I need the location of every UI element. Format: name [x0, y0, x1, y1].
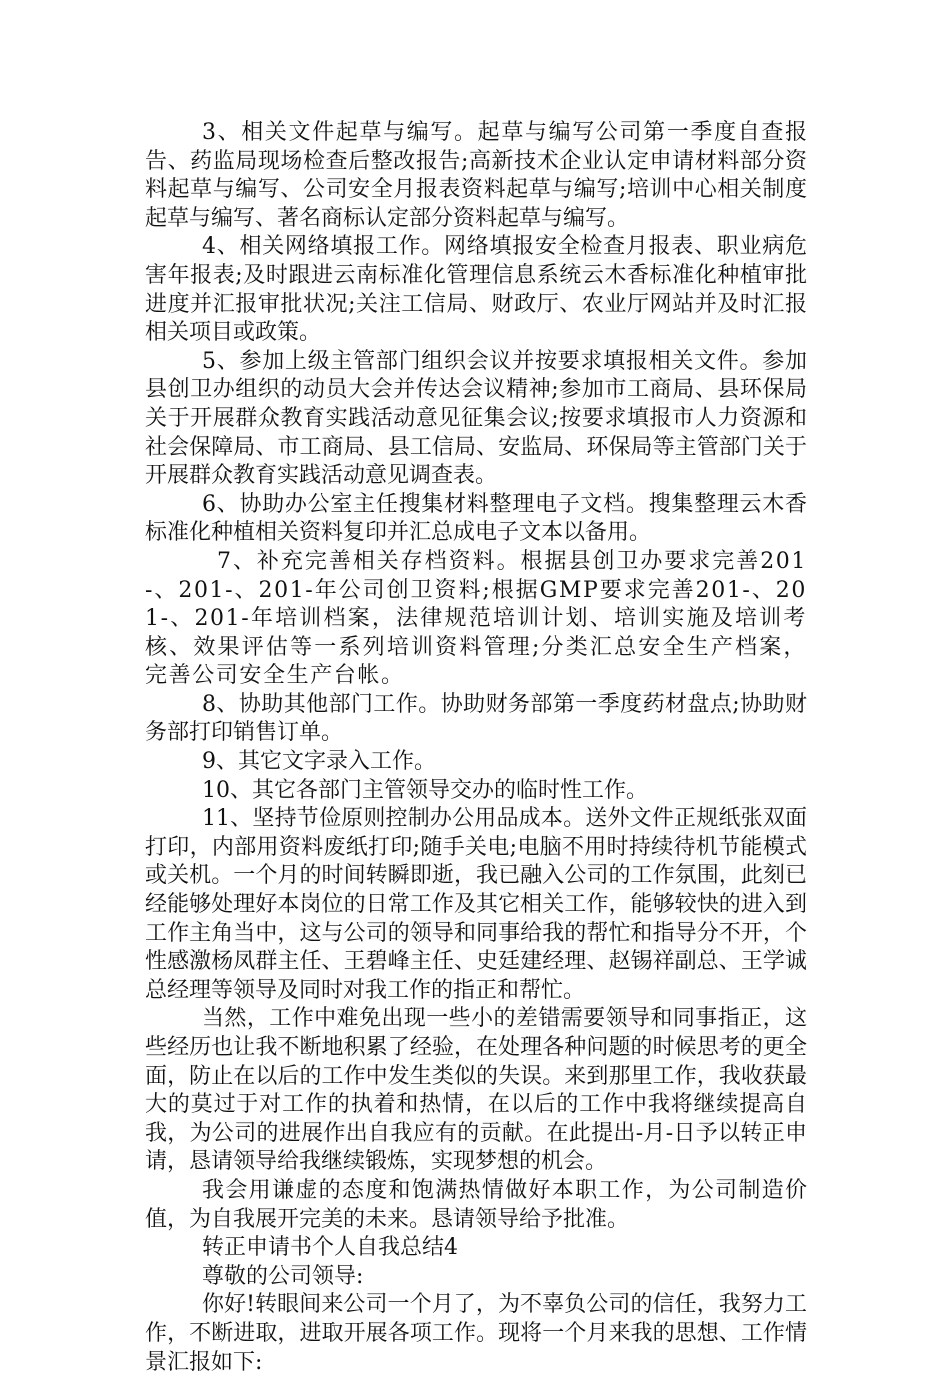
paragraph-item-10: 10、其它各部门主管领导交办的临时性工作。 — [202, 777, 648, 803]
paragraph-item-5: 5、参加上级主管部门组织会议并按要求填报相关文件。参加县创卫办组织的动员大会并传达会议精神;参加市工商局、县环保局关于开展群众教育实践活动意见征集会议;按要求填报市人力资源和社会保障局、市工商局、县工信局、安监局、环保局等主管部门关于开展群众教育实践活动意见调查表。 — [145, 348, 807, 489]
paragraph-item-7: 7、补充完善相关存档资料。根据县创卫办要求完善201-、201-、201-年公司创卫资料;根据GMP要求完善201-、201-、201-年培训档案，法律规范培训计划、培训实施及培训考核、效果评估等一系列培训资料管理;分类汇总安全生产档案，完善公司安全生产台帐。 — [145, 548, 807, 689]
document-page — [145, 119, 807, 1377]
paragraph-opening: 你好!转眼间来公司一个月了，为不辜负公司的信任，我努力工作，不断进取，进取开展各项工作。现将一个月来我的思想、工作情景汇报如下: — [145, 1292, 807, 1375]
salutation: 尊敬的公司领导: — [202, 1263, 364, 1289]
paragraph-item-11: 11、坚持节俭原则控制办公用品成本。送外文件正规纸张双面打印，内部用资料废纸打印;随手关电;电脑不用时持续待机节能模式或关机。一个月的时间转瞬即逝，我已融入公司的工作氛围，此刻已经能够处理好本岗位的日常工作及其它相关工作，能够较快的进入到工作主角当中，这与公司的领导和同事给我的帮忙和指导分不开，个性感激杨凤群主任、王碧峰主任、史廷建经理、赵锡祥副总、王学诚总经理等领导及同时对我工作的指正和帮忙。 — [145, 806, 807, 1003]
paragraph-item-4: 4、相关网络填报工作。网络填报安全检查月报表、职业病危害年报表;及时跟进云南标准化管理信息系统云木香标准化种植审批进度并汇报审批状况;关注工信局、财政厅、农业厅网站并及时汇报相关项目或政策。 — [145, 234, 807, 346]
paragraph-item-9: 9、其它文字录入工作。 — [202, 749, 436, 775]
paragraph-reflection: 当然，工作中难免出现一些小的差错需要领导和同事指正，这些经历也让我不断地积累了经验，在处理各种问题的时候思考的更全面，防止在以后的工作中发生类似的失误。来到那里工作，我收获最大的莫过于对工作的执着和热情，在以后的工作中我将继续提高自我，为公司的进展作出自我应有的贡献。在此提出-月-日予以转正申请，恳请领导给我继续锻炼，实现梦想的机会。 — [145, 1006, 807, 1175]
section-heading: 转正申请书个人自我总结4 — [202, 1235, 458, 1261]
paragraph-item-6: 6、协助办公室主任搜集材料整理电子文档。搜集整理云木香标准化种植相关资料复印并汇总成电子文本以备用。 — [145, 491, 807, 546]
paragraph-item-3: 3、相关文件起草与编写。起草与编写公司第一季度自查报告、药监局现场检查后整改报告;高新技术企业认定申请材料部分资料起草与编写、公司安全月报表资料起草与编写;培训中心相关制度起草与编写、著名商标认定部分资料起草与编写。 — [145, 120, 807, 231]
paragraph-closing: 我会用谦虚的态度和饱满热情做好本职工作，为公司制造价值，为自我展开完美的未来。恳请领导给予批准。 — [145, 1177, 807, 1232]
paragraph-item-8: 8、协助其他部门工作。协助财务部第一季度药材盘点;协助财务部打印销售订单。 — [145, 691, 807, 746]
